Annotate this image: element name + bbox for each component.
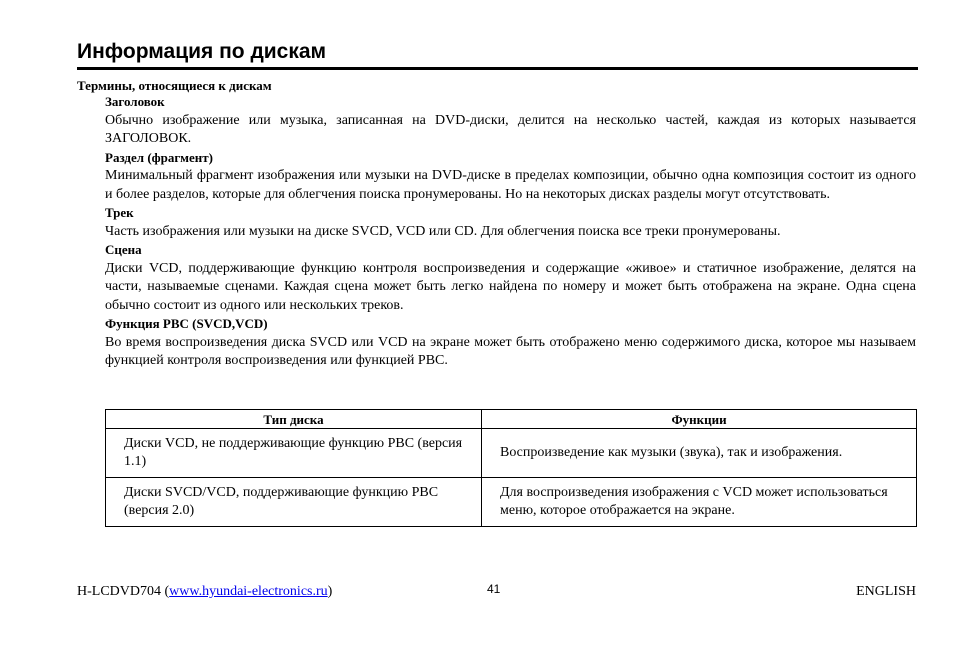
term-description: Диски VCD, поддерживающие функцию контроля воспроизведения и содержащие «живое» и статичное изображение, делятся на части, называемые сценами. Каждая сцена может быть легко найдена по номеру и может быть отображена на экране. Одна сцена обычно состоит из одного или нескольких треков. — [105, 260, 916, 313]
cell-functions: Воспроизведение как музыки (звука), так и изображения. — [482, 429, 917, 478]
page-title: Информация по дискам — [77, 40, 327, 63]
header-functions: Функции — [482, 410, 917, 429]
title-divider — [77, 67, 918, 70]
term-name: Раздел (фрагмент) — [105, 149, 213, 165]
term-description: Часть изображения или музыки на диске SVCD, VCD или CD. Для облегчения поиска все треки пронумерованы. — [105, 223, 781, 239]
footer-language: ENGLISH — [856, 584, 916, 599]
section-heading: Термины, относящиеся к дискам — [77, 78, 272, 93]
disc-types-table — [105, 409, 917, 527]
cell-functions: Для воспроизведения изображения с VCD может использоваться меню, которое отображается на экране. — [482, 478, 917, 527]
website-link[interactable]: www.hyundai-electronics.ru — [169, 584, 328, 599]
terms-list — [105, 93, 916, 371]
term-item — [105, 204, 916, 241]
term-name: Функция PBC (SVCD,VCD) — [105, 316, 268, 331]
table-header-row — [106, 410, 917, 429]
term-item — [105, 315, 916, 371]
footer-model — [77, 583, 332, 601]
term-description: Минимальный фрагмент изображения или музыки на DVD-диске в пределах композиции, обычно одна композиция состоит из одного и более разделов, которые для облегчения поиска пронумерованы. Но на некоторых дисках разделы могут отсутствовать. — [105, 168, 916, 202]
footer-model-close: ) — [327, 584, 333, 599]
table-row — [106, 429, 917, 478]
cell-disc-type: Диски VCD, не поддерживающие функцию PBC (версия 1.1) — [106, 429, 482, 478]
cell-disc-type: Диски SVCD/VCD, поддерживающие функцию PBC (версия 2.0) — [106, 478, 482, 527]
term-item — [105, 149, 916, 205]
term-name: Сцена — [105, 242, 142, 257]
term-description: Обычно изображение или музыка, записанная на DVD-диски, делится на несколько частей, каждая из которых называется ЗАГОЛОВОК. — [105, 112, 916, 146]
header-disc-type: Тип диска — [106, 410, 482, 429]
term-item — [105, 93, 916, 149]
footer-model-name: H-LCDVD704 ( — [77, 584, 170, 599]
term-name: Заголовок — [105, 94, 165, 109]
term-name: Трек — [105, 205, 134, 220]
term-description: Во время воспроизведения диска SVCD или VCD на экране может быть отображено меню содержимого диска, которое мы называем функцией контроля воспроизведения или функцией PBC. — [105, 334, 916, 368]
page-number: 41 — [487, 582, 501, 596]
table-row — [106, 478, 917, 527]
term-item — [105, 241, 916, 315]
